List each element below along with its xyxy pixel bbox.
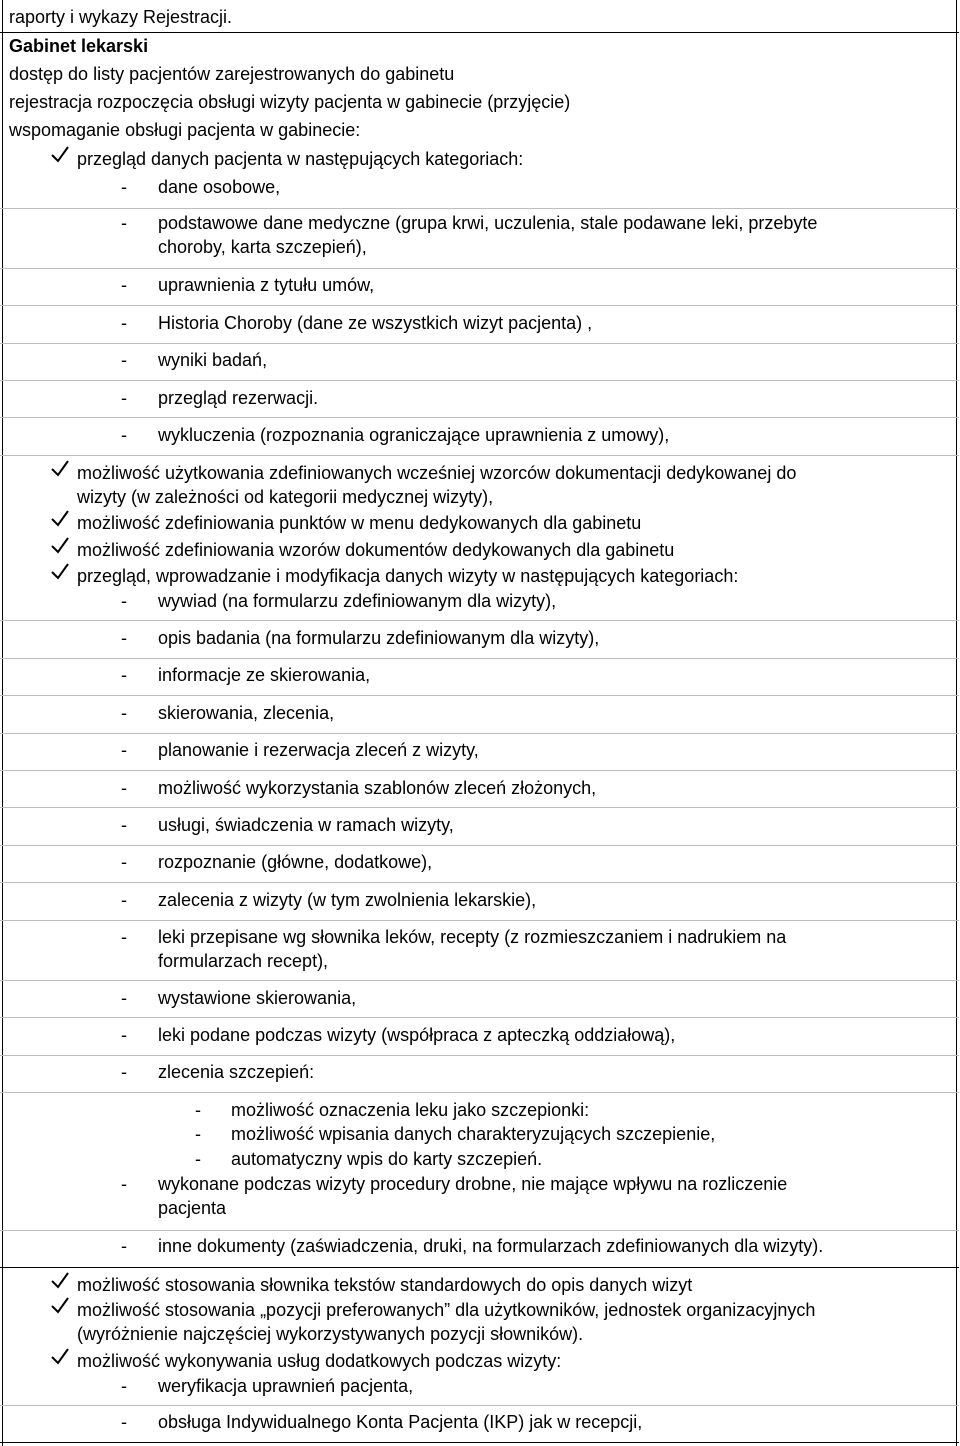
dash-bullet: - <box>121 213 127 233</box>
row-divider <box>0 807 959 808</box>
list-item: leki podane podczas wizyty (współpraca z apteczką oddziałową), <box>158 1025 676 1045</box>
check-label: możliwość zdefiniowania punktów w menu dedykowanych dla gabinetu <box>77 513 642 533</box>
section-title: Gabinet lekarski <box>9 36 149 56</box>
dash-bullet: - <box>121 350 127 370</box>
list-item: leki przepisane wg słownika leków, recepty (z rozmieszczaniem i nadrukiem na <box>158 927 787 947</box>
dash-bullet: - <box>121 1236 127 1256</box>
check-label: możliwość zdefiniowania wzorów dokumentów dedykowanych dla gabinetu <box>77 540 675 560</box>
row-divider <box>0 305 959 306</box>
check-label: możliwość użytkowania zdefiniowanych wcześniej wzorców dokumentacji dedykowanej do <box>77 463 797 483</box>
row-divider <box>0 920 959 921</box>
row-divider <box>0 980 959 981</box>
dash-bullet: - <box>121 388 127 408</box>
row-divider <box>0 417 959 418</box>
plain-line: dostęp do listy pacjentów zarejestrowanych do gabinetu <box>9 64 455 84</box>
list-item: planowanie i rezerwacja zleceń z wizyty, <box>158 740 479 760</box>
list-item: wykluczenia (rozpoznania ograniczające uprawnienia z umowy), <box>158 425 670 445</box>
dash-bullet: - <box>195 1149 201 1169</box>
row-divider <box>0 268 959 269</box>
checkmark-icon <box>50 1270 70 1290</box>
list-item: obsługa Indywidualnego Konta Pacjenta (IKP) jak w recepcji, <box>158 1412 643 1432</box>
list-item: wystawione skierowania, <box>158 988 357 1008</box>
dash-bullet: - <box>195 1100 201 1120</box>
row-divider <box>0 455 959 456</box>
checkmark-icon <box>50 144 70 164</box>
check-label: przegląd, wprowadzanie i modyfikacja danych wizyty w następujących kategoriach: <box>77 566 739 586</box>
check-label: możliwość stosowania słownika tekstów standardowych do opis danych wizyt <box>77 1275 693 1295</box>
check-label: przegląd danych pacjenta w następujących kategoriach: <box>77 149 524 169</box>
intro-line: raporty i wykazy Rejestracji. <box>9 7 233 27</box>
row-divider <box>0 1442 959 1443</box>
plain-line: rejestracja rozpoczęcia obsługi wizyty pacjenta w gabinecie (przyjęcie) <box>9 92 571 112</box>
dash-bullet: - <box>121 988 127 1008</box>
row-divider <box>0 733 959 734</box>
check-label: możliwość wykonywania usług dodatkowych podczas wizyty: <box>77 1351 562 1371</box>
checkmark-icon <box>50 1346 70 1366</box>
row-divider <box>0 845 959 846</box>
row-divider <box>0 658 959 659</box>
list-item: inne dokumenty (zaświadczenia, druki, na formularzach zdefiniowanych dla wizyty). <box>158 1236 824 1256</box>
row-divider <box>0 1055 959 1056</box>
list-item-continuation: choroby, karta szczepień), <box>158 237 367 257</box>
list-item-continuation: pacjenta <box>158 1198 227 1218</box>
row-divider <box>0 1267 959 1268</box>
dash-bullet: - <box>121 591 127 611</box>
check-label-continuation: wizyty (w zależności od kategorii medycznej wizyty), <box>77 487 494 507</box>
dash-bullet: - <box>121 890 127 910</box>
dash-bullet: - <box>121 177 127 197</box>
list-item: weryfikacja uprawnień pacjenta, <box>158 1376 414 1396</box>
list-item: dane osobowe, <box>158 177 281 197</box>
list-item: zalecenia z wizyty (w tym zwolnienia lekarskie), <box>158 890 537 910</box>
check-label-continuation: (wyróżnienie najczęściej wykorzystywanych pozycji słowników). <box>77 1324 584 1344</box>
row-divider <box>0 32 959 33</box>
list-item-continuation: formularzach recept), <box>158 951 329 971</box>
list-item: uprawnienia z tytułu umów, <box>158 275 375 295</box>
row-divider <box>0 1092 959 1093</box>
dash-bullet: - <box>121 815 127 835</box>
list-item: opis badania (na formularzu zdefiniowanym dla wizyty), <box>158 628 600 648</box>
checkmark-icon <box>50 458 70 478</box>
dash-bullet: - <box>121 1174 127 1194</box>
dash-bullet: - <box>121 313 127 333</box>
list-item: rozpoznanie (główne, dodatkowe), <box>158 852 433 872</box>
list-item: przegląd rezerwacji. <box>158 388 319 408</box>
row-divider <box>0 695 959 696</box>
dash-bullet: - <box>121 927 127 947</box>
dash-bullet: - <box>121 852 127 872</box>
list-item: Historia Choroby (dane ze wszystkich wizyt pacjenta) , <box>158 313 593 333</box>
dash-bullet: - <box>121 740 127 760</box>
dash-bullet: - <box>121 1376 127 1396</box>
dash-bullet: - <box>121 665 127 685</box>
sub-list-item: możliwość oznaczenia leku jako szczepionki: <box>231 1100 590 1120</box>
dash-bullet: - <box>121 703 127 723</box>
sub-list-item: automatyczny wpis do karty szczepień. <box>231 1149 543 1169</box>
checkmark-icon <box>50 508 70 528</box>
row-divider <box>0 620 959 621</box>
dash-bullet: - <box>121 1025 127 1045</box>
list-item: możliwość wykorzystania szablonów zleceń złożonych, <box>158 778 597 798</box>
list-item: podstawowe dane medyczne (grupa krwi, uczulenia, stale podawane leki, przebyte <box>158 213 818 233</box>
row-divider <box>0 882 959 883</box>
row-divider <box>0 1017 959 1018</box>
dash-bullet: - <box>121 778 127 798</box>
checkmark-icon <box>50 1295 70 1315</box>
row-divider <box>0 380 959 381</box>
dash-bullet: - <box>195 1124 201 1144</box>
plain-line: wspomaganie obsługi pacjenta w gabinecie: <box>9 120 361 140</box>
list-item: informacje ze skierowania, <box>158 665 371 685</box>
dash-bullet: - <box>121 1062 127 1082</box>
list-item: zlecenia szczepień: <box>158 1062 315 1082</box>
checkmark-icon <box>50 561 70 581</box>
row-divider <box>0 770 959 771</box>
sub-list-item: możliwość wpisania danych charakteryzujących szczepienie, <box>231 1124 716 1144</box>
list-item: wywiad (na formularzu zdefiniowanym dla wizyty), <box>158 591 557 611</box>
dash-bullet: - <box>121 275 127 295</box>
list-item: usługi, świadczenia w ramach wizyty, <box>158 815 454 835</box>
checkmark-icon <box>50 535 70 555</box>
row-divider <box>0 343 959 344</box>
list-item: wykonane podczas wizyty procedury drobne, nie mające wpływu na rozliczenie <box>158 1174 788 1194</box>
check-label: możliwość stosowania „pozycji preferowanych” dla użytkowników, jednostek organizacyjnych <box>77 1300 816 1320</box>
dash-bullet: - <box>121 628 127 648</box>
dash-bullet: - <box>121 1412 127 1432</box>
row-divider <box>0 208 959 209</box>
list-item: skierowania, zlecenia, <box>158 703 335 723</box>
list-item: wyniki badań, <box>158 350 268 370</box>
dash-bullet: - <box>121 425 127 445</box>
row-divider <box>0 1230 959 1231</box>
row-divider <box>0 1405 959 1406</box>
